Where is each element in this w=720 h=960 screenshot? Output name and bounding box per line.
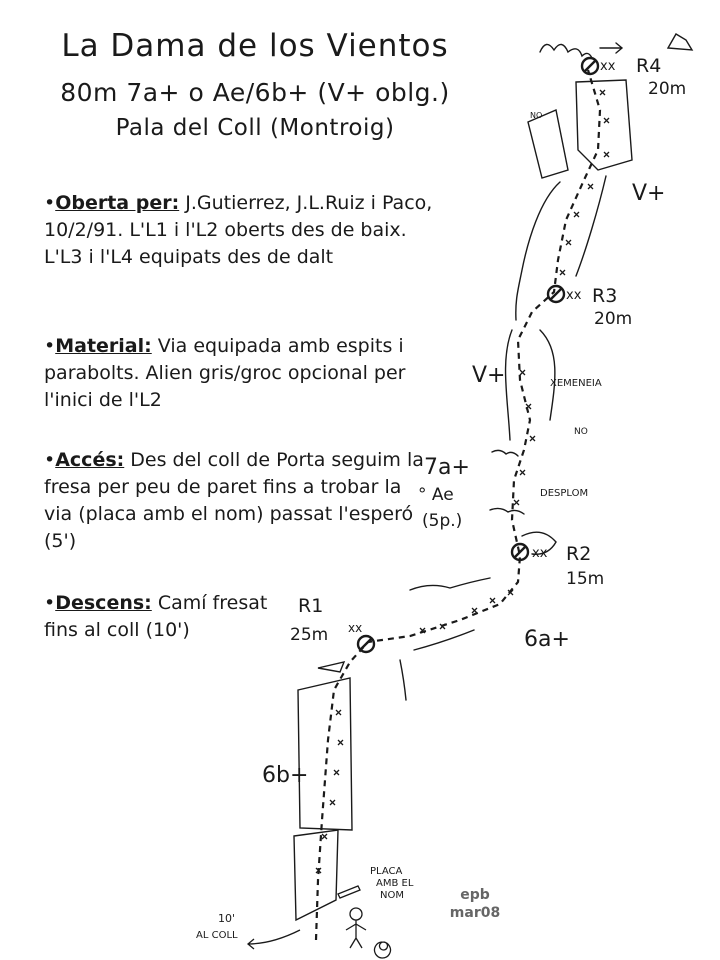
info-descens: •Descens: Camí fresat fins al coll (10') <box>44 592 268 641</box>
label-no-r3: NO <box>574 427 588 437</box>
slab-start <box>294 830 338 920</box>
summit-vegetation <box>540 44 592 58</box>
label-placa-2: AMB EL <box>376 878 414 889</box>
summit-arrow <box>600 43 622 53</box>
label-coll-2: AL COLL <box>196 930 238 941</box>
label-xemeneia: XEMENEIA <box>550 378 602 389</box>
path-arrow <box>248 930 300 949</box>
relay-r3-length: 20m <box>594 309 633 329</box>
wall-edge-upper <box>516 182 560 320</box>
info-acces: •Accés: Des del coll de Porta seguim la fresa per peu de paret fins a trobar la via (placa amb el nom) passat l'esperó (5') <box>44 449 424 552</box>
grade-pitch2-alt: 7a+ <box>424 455 470 480</box>
wall-edge-right-upper <box>576 176 606 276</box>
relay-r3-name: R3 <box>592 285 618 307</box>
info-oberta: •Oberta per: J.Gutierrez, J.L.Ruiz i Paco, 10/2/91. L'L1 i l'L2 oberts des de baix. L'L3 i l'L4 equipats des de dalt <box>44 192 433 268</box>
grade-pitch1: 6b+ <box>262 763 309 788</box>
route-title: La Dama de los Vientos <box>61 28 449 64</box>
info-oberta-label: Oberta per: <box>55 192 180 214</box>
label-placa-1: PLACA <box>370 866 403 877</box>
relay-r4-bolts: xx <box>600 59 616 74</box>
relay-r4-length: 20m <box>648 79 687 99</box>
grade-pitch2-points: (5p.) <box>422 511 463 531</box>
author-signature <box>440 886 510 922</box>
relay-r4-name: R4 <box>636 55 662 77</box>
info-material: •Material: Via equipada amb espits i parabolts. Alien gris/groc opcional per l'inici de l'L2 <box>44 335 406 411</box>
grade-pitch4: V+ <box>632 181 666 206</box>
label-coll-1: 10' <box>218 912 236 925</box>
info-descens-label: Descens: <box>55 592 152 614</box>
relay-r1-length: 25m <box>290 625 329 645</box>
grade-pitch2-ae: ° Ae <box>418 485 454 505</box>
info-descens-text: Camí fresat fins al coll (10') <box>44 592 268 641</box>
relay-r1-bolts: xx <box>348 621 363 635</box>
info-oberta-text: J.Gutierrez, J.L.Ruiz i Paco, 10/2/91. L'L1 i l'L2 oberts des de baix. L'L3 i l'L4 equipats des de dalt <box>44 192 433 268</box>
ledge-r1 <box>318 662 344 672</box>
label-no-top: NO <box>530 111 543 120</box>
relay-r1-name: R1 <box>298 595 324 617</box>
slab-l1 <box>298 678 352 830</box>
rope-coil-icon <box>374 942 390 958</box>
route-location: Pala del Coll (Montroig) <box>115 115 395 141</box>
route-subtitle: 80m 7a+ o Ae/6b+ (V+ oblg.) <box>60 78 450 107</box>
ridge-left <box>410 578 490 590</box>
climber-icon <box>346 908 366 948</box>
header <box>0 28 510 141</box>
relay-r2-bolts: xx <box>532 546 548 561</box>
label-placa-3: NOM <box>380 890 404 901</box>
info-material-label: Material: <box>55 335 152 357</box>
ridge-right <box>400 630 474 700</box>
summit-rock <box>668 34 692 50</box>
signature-initials: epb <box>460 887 490 903</box>
plaque-icon <box>338 886 360 898</box>
info-material-text: Via equipada amb espits i parabolts. Alien gris/groc opcional per l'inici de l'L2 <box>44 335 406 411</box>
signature-date: mar08 <box>449 905 501 921</box>
grade-pitch3: V+ <box>472 363 506 388</box>
label-desplom: DESPLOM <box>540 488 589 499</box>
relay-r2-length: 15m <box>566 569 605 589</box>
relay-r2-name: R2 <box>566 543 592 565</box>
relay-r3-bolts: xx <box>566 288 582 303</box>
slab-side <box>528 110 568 178</box>
grade-pitch2-main: 6a+ <box>524 627 570 652</box>
info-acces-label: Accés: <box>55 449 125 471</box>
info-acces-text: Des del coll de Porta seguim la fresa per peu de paret fins a trobar la via (placa amb el nom) passat l'esperó (5') <box>44 449 424 552</box>
